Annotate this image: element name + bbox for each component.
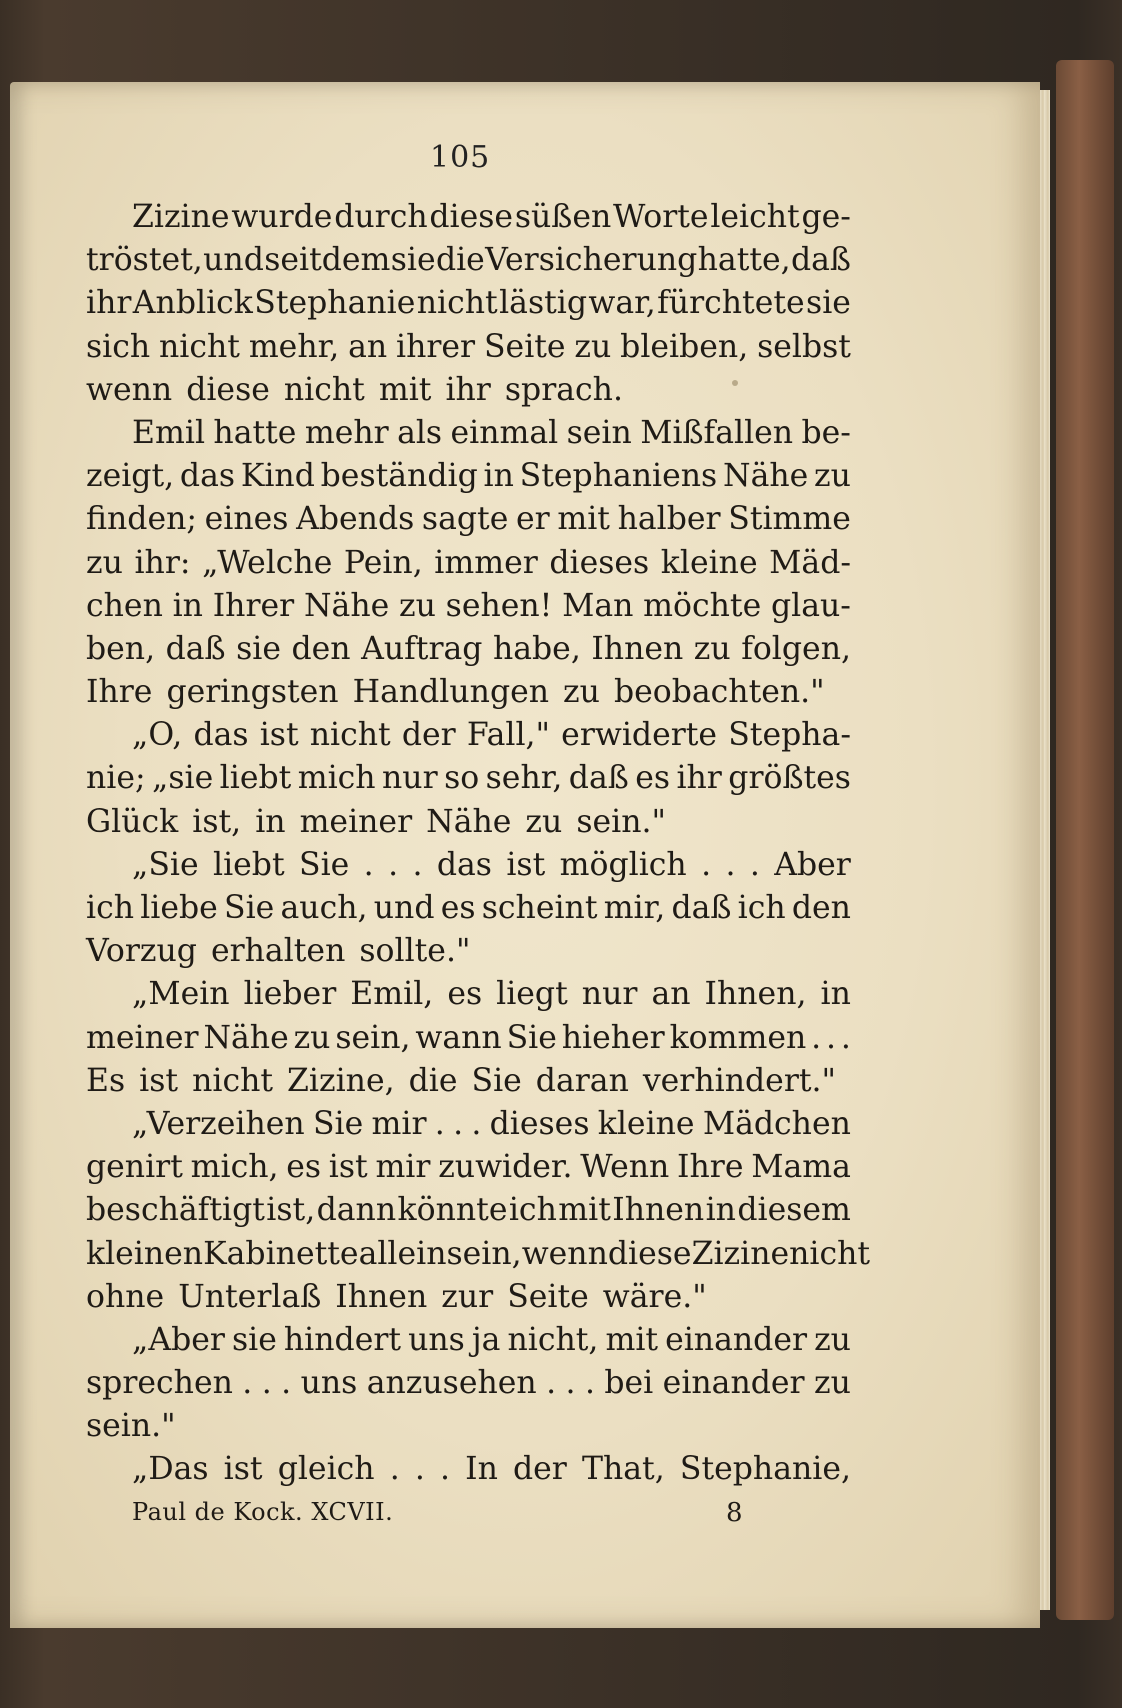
word: .: [261, 1365, 272, 1402]
word: .: [388, 846, 399, 883]
word: Ihrer: [212, 587, 295, 624]
word: „Verzeihen: [132, 1105, 305, 1142]
word: Stimme: [728, 501, 851, 538]
word: nicht: [159, 328, 240, 365]
word: mit: [558, 1192, 611, 1229]
word: nur: [382, 760, 438, 797]
word: Zizine,: [287, 1062, 395, 1099]
word: Auftrag: [361, 630, 483, 667]
word: zu: [86, 544, 123, 581]
word: nicht: [192, 1062, 274, 1099]
word: mir: [371, 1105, 427, 1142]
word: zeigt,: [86, 458, 175, 495]
text-line: [86, 1017, 851, 1060]
word: zu: [563, 674, 600, 711]
word: be-: [801, 414, 851, 451]
word: Zizine: [132, 199, 230, 235]
word: der: [401, 717, 456, 754]
word: mir,: [603, 890, 666, 926]
word: Handlungen: [352, 674, 550, 711]
word: hatte: [213, 414, 297, 451]
word: sie: [390, 242, 436, 279]
word: chen: [86, 587, 163, 624]
word: Ihnen: [612, 1192, 705, 1229]
word: Man: [562, 587, 634, 624]
word: .: [749, 846, 760, 883]
word: seitdem: [264, 242, 391, 279]
word: daß: [568, 760, 629, 797]
word: Ihre: [677, 1149, 744, 1186]
text-line: [86, 1146, 851, 1189]
word: ben,: [86, 630, 156, 667]
word: sagte: [421, 501, 509, 538]
word: sprach.: [504, 371, 623, 408]
word: .: [701, 846, 712, 883]
word: das: [193, 717, 249, 754]
word: Vorzug: [86, 933, 197, 970]
word: daß: [790, 242, 851, 279]
word: immer: [434, 544, 538, 581]
word: diese: [607, 1235, 692, 1272]
word: zu: [399, 587, 436, 624]
word: mich: [297, 760, 376, 797]
word: den: [291, 630, 351, 667]
word: eines: [204, 501, 289, 538]
word: Worte: [613, 199, 709, 235]
text-line: [86, 1362, 851, 1405]
word: In: [465, 1451, 498, 1488]
text-line: [86, 542, 851, 585]
word: daß: [165, 630, 226, 667]
word: kleine: [660, 544, 758, 581]
word: sein,: [446, 1235, 522, 1272]
word: sehr,: [485, 760, 563, 797]
word: auch,: [280, 890, 368, 926]
word: Wenn: [580, 1149, 670, 1186]
word: „Sie: [132, 846, 199, 883]
word: Sie: [471, 1062, 522, 1099]
word: sie: [231, 1321, 277, 1358]
word: wurde: [231, 199, 333, 235]
word: ge-: [801, 199, 851, 235]
text-line: [86, 887, 851, 930]
word: ist,: [266, 1192, 316, 1229]
text-line: [86, 1276, 851, 1319]
word: wann: [415, 1019, 502, 1056]
word: einander: [665, 1321, 808, 1358]
word: sich: [86, 328, 151, 365]
word: allein: [358, 1235, 447, 1272]
word: daß: [671, 890, 732, 926]
word: in: [483, 458, 514, 495]
word: liebt: [219, 760, 292, 797]
word: ist: [328, 1149, 368, 1186]
word: scheint: [481, 890, 598, 926]
word: dann: [316, 1192, 397, 1229]
text-line: [86, 930, 851, 973]
text-line: [86, 369, 851, 412]
word: zu: [574, 328, 612, 365]
word: ist: [139, 1062, 179, 1099]
word: ich: [86, 890, 135, 926]
word: größtes: [728, 760, 851, 797]
word: Mißfallen: [640, 414, 794, 451]
word: die: [435, 242, 485, 279]
word: sprechen: [86, 1365, 233, 1402]
word: lästig: [499, 285, 588, 322]
word: Ihnen: [591, 630, 684, 667]
word: Mama: [751, 1149, 851, 1186]
word: hieher: [561, 1019, 665, 1056]
text-line: [86, 455, 851, 498]
word: ihr:: [134, 544, 191, 581]
word: nie;: [86, 760, 146, 797]
word: zu: [814, 1365, 851, 1402]
word: ich: [508, 1192, 557, 1229]
word: hindert: [283, 1321, 402, 1358]
word: ihr: [86, 285, 132, 322]
word: bei: [604, 1365, 654, 1402]
word: bleiben,: [620, 328, 749, 365]
word: sie: [236, 630, 281, 667]
book-cover-edge: [1056, 60, 1114, 1620]
word: Anblick: [132, 285, 253, 322]
word: Emil: [132, 414, 206, 451]
word: Glück: [86, 803, 179, 840]
word: der: [512, 1451, 567, 1488]
word: daran: [535, 1062, 629, 1099]
word: beständig: [320, 458, 478, 495]
body-text: [86, 196, 871, 1492]
word: uns: [408, 1321, 465, 1358]
word: an: [651, 976, 691, 1013]
word: so: [444, 760, 480, 797]
word: Stepha-: [728, 717, 851, 754]
word: liegt: [496, 976, 568, 1013]
word: Sie: [312, 1105, 364, 1142]
word: selbst: [757, 328, 851, 365]
word: kleine: [597, 1105, 695, 1142]
word: ja: [471, 1321, 501, 1358]
word: wäre.": [602, 1278, 707, 1315]
word: ohne: [86, 1278, 165, 1315]
word: den: [791, 890, 851, 926]
word: zu: [814, 458, 851, 495]
word: „sie: [152, 760, 214, 797]
word: und: [373, 890, 435, 926]
word: .: [584, 1365, 595, 1402]
text-line: [86, 326, 851, 369]
word: zur: [441, 1278, 494, 1315]
word: Emil,: [350, 976, 434, 1013]
word: Sie: [506, 1019, 557, 1056]
sheet-number: 8: [726, 1498, 743, 1528]
word: Nähe: [723, 458, 809, 495]
word: „Mein: [132, 976, 230, 1013]
word: .: [281, 1365, 292, 1402]
word: an: [348, 328, 388, 365]
text-line: [86, 628, 851, 671]
word: Kabinette: [203, 1235, 359, 1272]
word: Zizine: [691, 1235, 790, 1272]
word: wenn: [86, 371, 173, 408]
word: beobachten.": [613, 674, 825, 711]
word: Ihre: [86, 674, 153, 711]
word: sein: [566, 414, 632, 451]
word: möchte: [643, 587, 762, 624]
word: geringsten: [166, 674, 339, 711]
text-line: [86, 196, 851, 239]
word: in: [255, 803, 286, 840]
word: erwiderte: [561, 717, 718, 754]
word: war,: [588, 285, 656, 322]
word: ihr: [445, 371, 491, 408]
word: in: [172, 587, 203, 624]
word: leicht: [710, 199, 800, 235]
word: Seite: [483, 328, 566, 365]
word: „Das: [132, 1451, 209, 1488]
word: diese: [429, 199, 514, 235]
word: .: [412, 846, 423, 883]
word: einander: [662, 1365, 805, 1402]
word: das: [436, 846, 492, 883]
word: dieses: [549, 544, 650, 581]
word: lieber: [243, 976, 337, 1013]
word: liebe: [140, 890, 218, 926]
word: gleich: [277, 1451, 375, 1488]
word: uns: [300, 1365, 358, 1402]
word: das: [179, 458, 236, 495]
text-line: [86, 239, 851, 282]
word: Fall,": [466, 717, 551, 754]
word: mehr: [304, 414, 389, 451]
word: finden;: [86, 501, 198, 538]
word: er: [515, 501, 550, 538]
word: nur: [581, 976, 638, 1013]
word: .: [434, 1105, 445, 1142]
word: Stephanie: [254, 285, 416, 322]
word: hatte,: [697, 242, 791, 279]
word: liebt: [213, 846, 285, 883]
word: mir: [375, 1149, 431, 1186]
word: durch: [334, 199, 428, 235]
word: Nähe: [426, 803, 512, 840]
word: ist: [259, 717, 299, 754]
word: Pein,: [343, 544, 423, 581]
word: zu: [814, 1321, 851, 1358]
word: „Aber: [132, 1321, 225, 1358]
word: diesem: [737, 1192, 851, 1229]
word: nicht: [283, 371, 365, 408]
word: zu: [693, 630, 731, 667]
word: als: [397, 414, 443, 451]
word: beschäftigt: [86, 1192, 265, 1229]
word: .: [389, 1451, 400, 1488]
text-line: [86, 844, 851, 887]
word: kommen: [669, 1019, 807, 1056]
word: sehen!: [445, 587, 553, 624]
word: einmal: [450, 414, 559, 451]
word: Stephanie,: [679, 1451, 851, 1488]
word: fürchtete: [657, 285, 805, 322]
printer-signature: Paul de Kock. XCVII.: [132, 1498, 394, 1526]
text-line: [86, 714, 851, 757]
word: Unterlaß: [178, 1278, 322, 1315]
word: meiner: [299, 803, 413, 840]
text-line: [86, 973, 851, 1016]
word: .: [546, 1365, 557, 1402]
word: .: [811, 1019, 822, 1056]
word: und: [203, 242, 264, 279]
text-line: [86, 1319, 851, 1362]
word: ihr: [676, 760, 722, 797]
text-line: [86, 1060, 851, 1103]
word: ist: [223, 1451, 263, 1488]
word: sie: [806, 285, 851, 322]
word: Ihnen,: [704, 976, 807, 1013]
word: Versicherung: [485, 242, 698, 279]
word: genirt: [86, 1149, 183, 1186]
word: mit: [557, 501, 610, 538]
word: nicht,: [507, 1321, 599, 1358]
word: .: [826, 1019, 837, 1056]
word: ist: [506, 846, 546, 883]
word: ihrer: [396, 328, 476, 365]
text-line: [86, 1405, 851, 1448]
word: in: [820, 976, 851, 1013]
word: erhalten: [210, 933, 346, 970]
word: es: [447, 976, 483, 1013]
word: Nähe: [303, 587, 390, 624]
text-line: [86, 498, 851, 541]
word: zuwider.: [438, 1149, 573, 1186]
word: That,: [581, 1451, 665, 1488]
word: Stephaniens: [519, 458, 718, 495]
word: Mäd-: [769, 544, 851, 581]
word: folgen,: [741, 630, 851, 667]
page-number: 105: [430, 140, 491, 175]
word: Sie: [224, 890, 275, 926]
word: zu: [525, 803, 563, 840]
text-line: [86, 671, 851, 714]
word: Es: [86, 1062, 126, 1099]
word: ich: [737, 890, 786, 926]
text-line: [86, 1103, 851, 1146]
word: dieses: [489, 1105, 590, 1142]
word: Abends: [296, 501, 415, 538]
word: wenn: [521, 1235, 608, 1272]
word: Mädchen: [702, 1105, 851, 1142]
word: „Welche: [202, 544, 333, 581]
word: .: [242, 1365, 253, 1402]
word: .: [565, 1365, 576, 1402]
word: Aber: [774, 846, 851, 883]
word: möglich: [559, 846, 687, 883]
word: „O,: [132, 717, 183, 754]
word: Sie: [299, 846, 350, 883]
word: es: [635, 760, 671, 797]
word: Seite: [507, 1278, 589, 1315]
word: halber: [617, 501, 721, 538]
word: Ihnen: [335, 1278, 428, 1315]
word: Nähe: [203, 1019, 289, 1056]
word: sein.": [86, 1408, 176, 1445]
word: sein,: [335, 1019, 411, 1056]
text-line: [86, 585, 851, 628]
word: verhindert.": [642, 1062, 837, 1099]
text-line: [86, 282, 851, 325]
word: .: [725, 846, 736, 883]
word: habe,: [492, 630, 581, 667]
word: in: [705, 1192, 736, 1229]
text-line: [86, 412, 851, 455]
word: .: [439, 1451, 450, 1488]
word: die: [408, 1062, 458, 1099]
word: süßen: [514, 199, 612, 235]
word: sollte.": [359, 933, 471, 970]
word: es: [286, 1149, 322, 1186]
word: könnte: [397, 1192, 508, 1229]
word: .: [414, 1451, 425, 1488]
text-line: [86, 1233, 871, 1276]
word: Kind: [240, 458, 315, 495]
word: nicht: [309, 717, 391, 754]
word: meiner: [86, 1019, 199, 1056]
word: mit: [378, 371, 432, 408]
word: mehr,: [248, 328, 340, 365]
word: diese: [186, 371, 270, 408]
word: glau-: [771, 587, 851, 624]
text-line: [86, 801, 851, 844]
word: .: [453, 1105, 464, 1142]
word: kleinen: [86, 1235, 204, 1272]
word: .: [471, 1105, 482, 1142]
word: tröstet,: [86, 242, 203, 279]
word: anzusehen: [366, 1365, 537, 1402]
word: .: [363, 846, 374, 883]
word: ist,: [192, 803, 242, 840]
word: nicht: [789, 1235, 871, 1272]
word: mit: [605, 1321, 659, 1358]
word: .: [840, 1019, 851, 1056]
text-line: [86, 1189, 851, 1232]
word: sein.": [576, 803, 666, 840]
text-line: [86, 757, 851, 800]
word: zu: [293, 1019, 331, 1056]
word: nicht: [416, 285, 498, 322]
text-line: [86, 1448, 851, 1491]
word: es: [440, 890, 476, 926]
word: mich,: [190, 1149, 279, 1186]
